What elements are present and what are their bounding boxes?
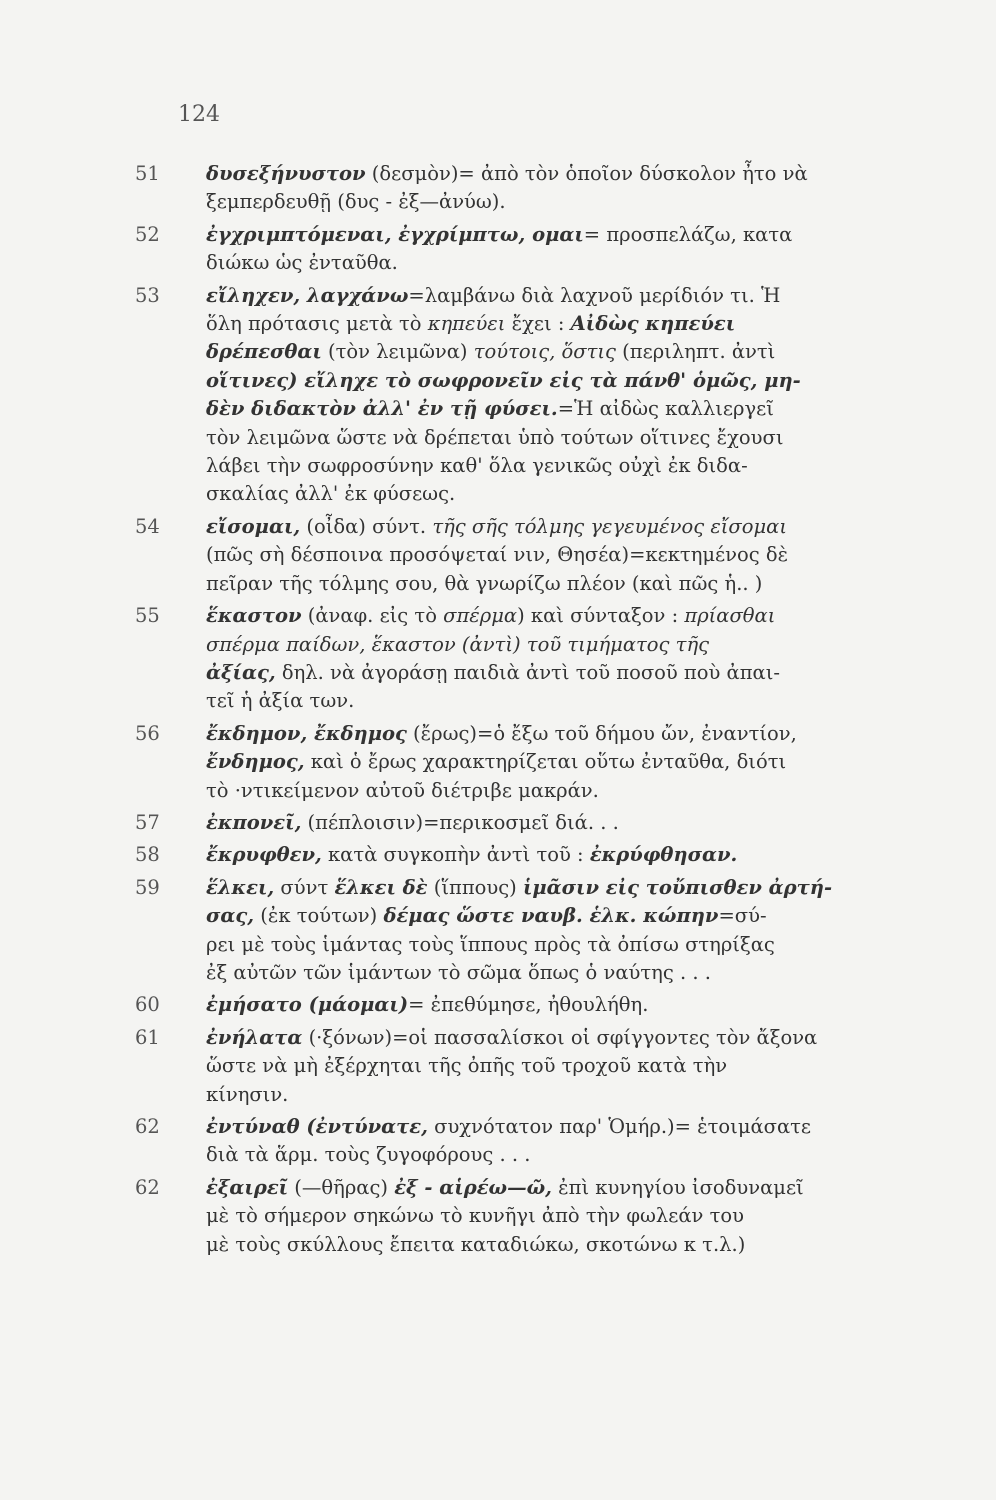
headword: ἐκπονεῖ, [206,810,302,834]
gloss-text: διὰ τὰ ἅρμ. τοὺς ζυγοφόρους . . . [206,1143,531,1167]
gloss-text: τὸν λειμῶνα ὥστε νὰ δρέπεται ὑπὸ τούτων οἵτινες ἔχουσι [206,425,784,449]
gloss-text: συχνότατον παρ' Ὁμήρ.)= ἑτοιμάσατε [427,1115,812,1138]
entry-line [206,160,855,188]
gloss-text: =σύ- [718,904,767,928]
gloss-text: δηλ. νὰ ἀγοράσῃ παιδιὰ ἀντὶ τοῦ ποσοῦ ποὺ ἀπαι- [275,660,780,684]
headword: ἕλκει, [206,875,275,899]
gloss-text: =λαμβάνω διὰ λαχνοῦ μερίδιόν τι. Ἡ [408,283,781,307]
headword: ἔκδημον, ἔκδημος [206,721,407,745]
glossary-entry [135,282,855,509]
entry-line [206,338,855,366]
gloss-text: (ἵππους) [427,875,523,899]
entry-number: 51 [135,162,160,185]
gloss-text: (οἶδα) σύντ. [300,514,433,538]
entry-line [206,1174,855,1202]
entry-line [206,659,855,687]
quoted-text: σπέρμα παίδων, ἕκαστον (ἀντὶ) τοῦ τιμήματος τῆς [206,632,710,656]
entry-number: 57 [135,810,160,834]
glossary-entry [135,720,855,805]
entry-line [206,991,855,1019]
glossary-entry [135,221,855,278]
headword: ἱμᾶσιν εἰς τοὔπισθεν ἀρτή- [522,875,833,899]
headword: ἕλκει δὲ [334,875,428,899]
gloss-text: σύντ [274,875,335,899]
gloss-text: = ἐπεθύμησε, ἠθουλήθη. [408,993,649,1017]
gloss-text: = προσπελάζω, κατα [583,222,793,246]
gloss-text: ) καὶ σύνταξον : [517,604,685,628]
quoted-text: σπέρμα [443,604,518,628]
glossary-entry [135,1113,855,1170]
entry-line [206,902,855,930]
entry-line [206,1202,855,1230]
quoted-text: πρίασθαι [684,604,776,628]
glossary-entry [135,1024,855,1109]
gloss-text: τεῖ ἡ ἀξία των. [206,689,355,713]
quoted-text: τούτοις, ὅστις [473,340,616,364]
entry-line [206,1231,855,1259]
gloss-text: (ἔρως)=ὁ ἔξω τοῦ δήμου ὤν, ἐναντίον, [406,721,797,745]
headword: ἕκαστον [206,604,302,628]
entry-number: 58 [135,843,160,867]
headword: ἐγχριμπτόμεναι, ἐγχρίμπτω, ομαι [206,222,584,246]
glossary-entry [135,841,855,869]
headword: εἴληχεν, λαγχάνω [206,283,409,307]
headword: δέμας ὥστε ναυβ. ἑλκ. κώπην [383,904,719,928]
gloss-text: ὅλη πρότασις μετὰ τὸ [206,312,428,336]
headword: σας, [206,904,255,928]
entry-line [206,841,855,869]
gloss-text: κίνησιν. [206,1082,289,1106]
entry-line [206,424,855,452]
headword: ἐντύναθ (ἐντύνατε, [206,1115,428,1138]
gloss-text: λάβει τὴν σωφροσύνην καθ' ὅλα γενικῶς οὐχὶ ἐκ διδα- [206,454,748,478]
gloss-text: ἐξ αὐτῶν τῶν ἱμάντων τὸ σῶμα ὅπως ὁ ναύτης . . . [206,960,711,984]
glossary-entries [135,160,855,1263]
gloss-text: σκαλίας ἀλλ' ἐκ φύσεως. [206,482,456,506]
entry-number: 56 [135,721,160,745]
entry-line [206,931,855,959]
entry-line [206,1141,855,1169]
entry-line [206,1024,855,1052]
headword: δρέπεσθαι [206,340,322,364]
gloss-text: (δεσμὸν)= ἀπὸ τὸν ὁποῖον δύσκολον ἦτο νὰ [365,162,808,185]
glossary-entry [135,513,855,598]
headword: ἀξίας, [206,660,276,684]
glossary-entry [135,874,855,988]
headword: δυσεξήνυστον [206,162,366,185]
entry-line [206,687,855,715]
entry-line [206,809,855,837]
glossary-entry [135,1174,855,1259]
gloss-text: κατὰ συγκοπὴν ἀντὶ τοῦ : [321,843,590,867]
gloss-text: (—θῆρας) [288,1175,395,1199]
entry-number: 60 [135,993,160,1017]
entry-line [206,602,855,630]
gloss-text: ρει μὲ τοὺς ἱμάντας τοὺς ἵππους πρὸς τὰ ὀπίσω στηρίξας [206,932,775,956]
entry-line [206,310,855,338]
entry-line [206,541,855,569]
glossary-entry [135,602,855,716]
entry-line [206,513,855,541]
gloss-text: =Ἡ αἰδὼς καλλιεργεῖ [557,397,774,421]
headword: ἐξαιρεῖ [206,1175,289,1199]
quoted-text: τῆς σῆς τόλμης γεγευμένος εἴσομαι [432,514,787,538]
entry-line [206,720,855,748]
headword: ἔνδημος, [206,750,305,774]
gloss-text: ὥστε νὰ μὴ ἐξέρχηται τῆς ὀπῆς τοῦ τροχοῦ κατὰ τὴν [206,1054,728,1078]
gloss-text: (ἐκ τούτων) [254,904,384,928]
entry-number: 62 [135,1175,160,1199]
gloss-text: πεῖραν τῆς τόλμης σου, θὰ γνωρίζω πλέον (καὶ πῶς ἡ.. ) [206,571,763,595]
gloss-text: ἐπὶ κυνηγίου ἰσοδυναμεῖ [551,1175,804,1199]
entry-line [206,282,855,310]
headword: ἐμήσατο (μάομαι) [206,993,409,1017]
headword: ἐνήλατα [206,1025,303,1049]
glossary-entry [135,160,855,217]
gloss-text: (ἀναφ. εἰς τὸ [301,604,444,628]
entry-line [206,452,855,480]
gloss-text: (περιληπτ. ἀντὶ [615,340,776,364]
gloss-text: μὲ τὸ σήμερον σηκώνω τὸ κυνῆγι ἀπὸ τὴν φωλεάν του [206,1204,744,1228]
entry-number: 55 [135,604,160,628]
gloss-text: (τὸν λειμῶνα) [321,340,474,364]
glossary-entry [135,991,855,1019]
headword: ἐκρύφθησαν. [589,843,738,867]
entry-line [206,395,855,423]
entry-line [206,874,855,902]
entry-number: 54 [135,514,160,538]
entry-line [206,570,855,598]
entry-line [206,249,855,277]
entry-number: 61 [135,1025,160,1049]
entry-line [206,221,855,249]
headword: δὲν διδακτὸν ἀλλ' ἐν τῇ φύσει. [206,397,558,421]
entry-line [206,1113,855,1141]
entry-line [206,367,855,395]
headword: Αἰδὼς κηπεύει [570,312,736,336]
gloss-text: τὸ ·ντικείμενον αὐτοῦ διέτριβε μακράν. [206,778,599,802]
headword: ἐξ - αἱρέω—ῶ, [394,1175,552,1199]
glossary-entry [135,809,855,837]
gloss-text: διώκω ὡς ἐνταῦθα. [206,251,398,275]
entry-line [206,188,855,216]
entry-line [206,1052,855,1080]
gloss-text: ξεμπερδευθῇ (δυς - ἐξ—ἀνύω). [206,190,506,214]
headword: ἔκρυφθεν, [206,843,322,867]
gloss-text: μὲ τοὺς σκύλλους ἔπειτα καταδιώκω, σκοτώνω κ τ.λ.) [206,1232,746,1256]
entry-line [206,1081,855,1109]
entry-line [206,777,855,805]
page-number: 124 [178,102,220,127]
quoted-text: κηπεύει [427,312,506,336]
gloss-text: (πῶς σὴ δέσποινα προσόψεταί νιν, Θησέα)=κεκτημένος δὲ [206,543,789,567]
entry-line [206,748,855,776]
gloss-text: (πέπλοισιν)=περικοσμεῖ διά. . . [301,810,619,834]
gloss-text: καὶ ὁ ἔρως χαρακτηρίζεται οὕτω ἐνταῦθα, διότι [304,750,787,774]
headword: οἵτινες) εἴληχε τὸ σωφρονεῖν εἰς τὰ πάνθ' ὁμῶς, μη- [206,368,801,392]
headword: εἴσομαι, [206,514,301,538]
entry-line [206,480,855,508]
entry-line [206,959,855,987]
entry-line [206,631,855,659]
gloss-text: ἔχει : [505,312,571,336]
entry-number: 52 [135,222,160,246]
gloss-text: (·ξόνων)=οἱ πασσαλίσκοι οἱ σφίγγοντες τὸν ἄξονα [302,1025,818,1049]
entry-number: 53 [135,283,160,307]
entry-number: 62 [135,1115,160,1138]
entry-number: 59 [135,875,160,899]
